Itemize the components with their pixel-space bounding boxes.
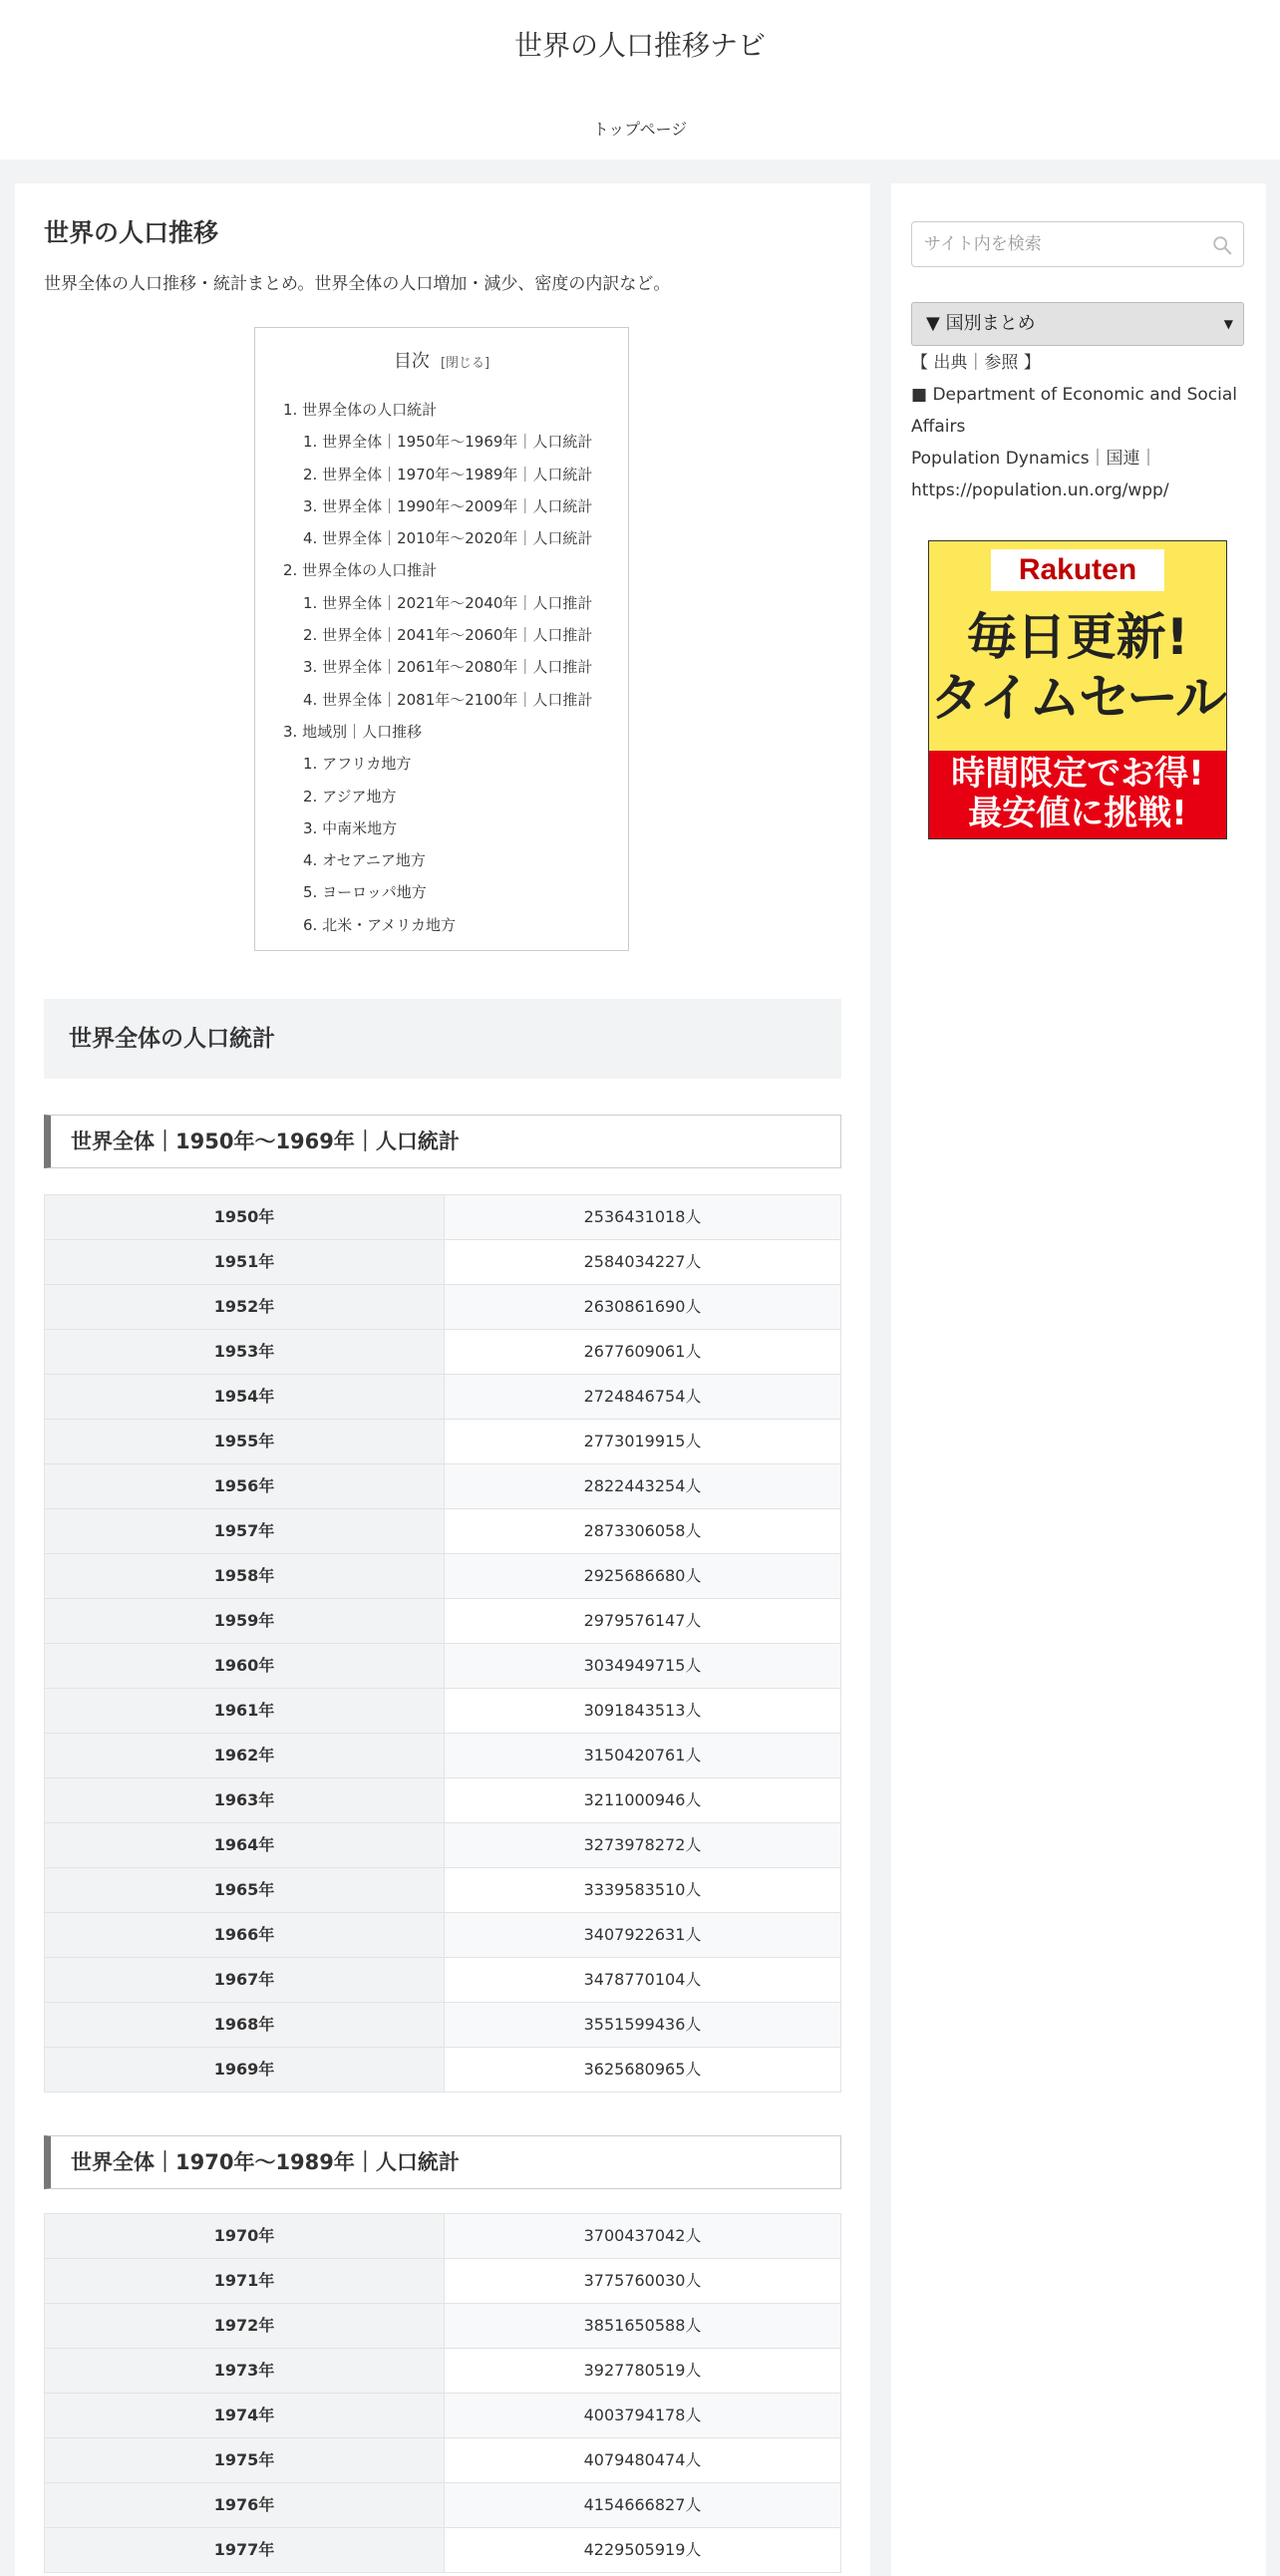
toc-item[interactable]: 1. 世界全体｜1950年～1969年｜人口統計 <box>303 433 593 452</box>
population-cell: 2677609061人 <box>445 1330 841 1375</box>
table-row <box>45 1195 841 1240</box>
year-cell: 1969年 <box>45 2048 445 2093</box>
population-cell: 4079480474人 <box>445 2438 841 2483</box>
year-cell: 1950年 <box>45 1195 445 1240</box>
table-row <box>45 1689 841 1734</box>
banner-subline-2: 最安値に挑戦! <box>968 794 1187 833</box>
table-row <box>45 2438 841 2483</box>
source-heading: 【 出典｜参照 】 <box>911 353 1041 373</box>
table-row <box>45 2003 841 2048</box>
source-info <box>911 347 1250 506</box>
toc-toggle-link[interactable]: [閉じる] <box>440 356 490 371</box>
site-header <box>0 0 1280 160</box>
table-row <box>45 1509 841 1554</box>
year-cell: 1958年 <box>45 1554 445 1599</box>
nav-item-top-page[interactable]: トップページ <box>592 120 688 139</box>
toc-item[interactable]: 4. 世界全体｜2081年～2100年｜人口推計 <box>303 690 593 709</box>
table-row <box>45 2528 841 2573</box>
page-title: 世界の人口推移 <box>44 218 219 247</box>
toc-header <box>255 350 628 376</box>
year-cell: 1955年 <box>45 1420 445 1464</box>
population-cell: 2873306058人 <box>445 1509 841 1554</box>
population-cell: 3211000946人 <box>445 1778 841 1823</box>
table-row <box>45 2214 841 2259</box>
table-row <box>45 1599 841 1644</box>
year-cell: 1971年 <box>45 2259 445 2304</box>
year-cell: 1956年 <box>45 1464 445 1509</box>
table-row <box>45 2259 841 2304</box>
toc-item[interactable]: 2. 世界全体の人口推計 <box>283 561 438 580</box>
toc-item[interactable]: 4. オセアニア地方 <box>303 851 426 870</box>
population-cell: 3091843513人 <box>445 1689 841 1734</box>
table-row <box>45 1464 841 1509</box>
table-row <box>45 2304 841 2349</box>
table-row <box>45 2349 841 2394</box>
table-row <box>45 1958 841 2003</box>
toc-item[interactable]: 1. アフリカ地方 <box>303 755 412 774</box>
year-cell: 1960年 <box>45 1644 445 1689</box>
toc-item[interactable]: 1. 世界全体｜2021年～2040年｜人口推計 <box>303 593 593 612</box>
search-input[interactable] <box>912 222 1225 266</box>
population-cell: 3700437042人 <box>445 2214 841 2259</box>
toc-item[interactable]: 2. 世界全体｜1970年～1989年｜人口統計 <box>303 465 593 483</box>
search-icon[interactable] <box>1211 234 1233 256</box>
rakuten-logo: Rakuten <box>991 549 1164 591</box>
table-row <box>45 1778 841 1823</box>
source-dept-line-cont: Affairs <box>911 417 966 437</box>
sidebar <box>891 183 1266 2576</box>
table-row <box>45 1913 841 1958</box>
year-cell: 1953年 <box>45 1330 445 1375</box>
toc-item[interactable]: 3. 世界全体｜1990年～2009年｜人口統計 <box>303 496 593 515</box>
population-cell: 3150420761人 <box>445 1734 841 1778</box>
toc-item[interactable]: 5. ヨーロッパ地方 <box>303 883 427 902</box>
population-table-1950-1969 <box>44 1194 841 2093</box>
year-cell: 1976年 <box>45 2483 445 2528</box>
year-cell: 1975年 <box>45 2438 445 2483</box>
year-cell: 1970年 <box>45 2214 445 2259</box>
source-un-line: Population Dynamics｜国連｜ <box>911 449 1157 469</box>
table-row <box>45 1285 841 1330</box>
table-row <box>45 1644 841 1689</box>
population-cell: 3407922631人 <box>445 1913 841 1958</box>
year-cell: 1952年 <box>45 1285 445 1330</box>
banner-headline-1: 毎日更新! <box>966 608 1189 666</box>
table-row <box>45 1375 841 1420</box>
table-row <box>45 1420 841 1464</box>
lead-text: 世界全体の人口推移・統計まとめ。世界全体の人口増加・減少、密度の内訳など。 <box>44 274 671 294</box>
table-heading-1970-1989: 世界全体｜1970年～1989年｜人口統計 <box>44 2135 841 2189</box>
population-cell: 2724846754人 <box>445 1375 841 1420</box>
year-cell: 1959年 <box>45 1599 445 1644</box>
year-cell: 1957年 <box>45 1509 445 1554</box>
country-select[interactable] <box>911 302 1244 346</box>
population-cell: 2773019915人 <box>445 1420 841 1464</box>
year-cell: 1963年 <box>45 1778 445 1823</box>
toc-item[interactable]: 3. 世界全体｜2061年～2080年｜人口推計 <box>303 658 593 677</box>
site-title[interactable]: 世界の人口推移ナビ <box>513 29 766 62</box>
main-content <box>15 183 870 2576</box>
toc-item[interactable]: 3. 地域別｜人口推移 <box>283 722 423 741</box>
population-cell: 4003794178人 <box>445 2394 841 2438</box>
table-row <box>45 1554 841 1599</box>
table-heading-1950-1969: 世界全体｜1950年～1969年｜人口統計 <box>44 1115 841 1168</box>
toc-item[interactable]: 6. 北米・アメリカ地方 <box>303 915 457 934</box>
year-cell: 1965年 <box>45 1868 445 1913</box>
toc-item[interactable]: 2. アジア地方 <box>303 787 397 805</box>
population-cell: 3478770104人 <box>445 1958 841 2003</box>
toc-list <box>283 394 592 941</box>
population-cell: 3339583510人 <box>445 1868 841 1913</box>
year-cell: 1962年 <box>45 1734 445 1778</box>
population-cell: 2822443254人 <box>445 1464 841 1509</box>
year-cell: 1951年 <box>45 1240 445 1285</box>
population-cell: 3625680965人 <box>445 2048 841 2093</box>
population-table-1970-1989 <box>44 2213 841 2573</box>
banner-headline-2: タイムセール <box>930 669 1225 729</box>
population-cell: 3775760030人 <box>445 2259 841 2304</box>
population-cell: 3851650588人 <box>445 2304 841 2349</box>
section-heading: 世界全体の人口統計 <box>44 999 841 1079</box>
search-box <box>911 221 1244 267</box>
population-cell: 4154666827人 <box>445 2483 841 2528</box>
table-row <box>45 1734 841 1778</box>
toc-item[interactable]: 3. 中南米地方 <box>303 818 398 837</box>
toc-title: 目次 <box>393 351 430 372</box>
toc-item[interactable]: 2. 世界全体｜2041年～2060年｜人口推計 <box>303 626 593 645</box>
year-cell: 1954年 <box>45 1375 445 1420</box>
toc-item[interactable]: 1. 世界全体の人口統計 <box>283 401 438 419</box>
table-row <box>45 2048 841 2093</box>
year-cell: 1973年 <box>45 2349 445 2394</box>
year-cell: 1972年 <box>45 2304 445 2349</box>
table-row <box>45 1240 841 1285</box>
table-row <box>45 1868 841 1913</box>
year-cell: 1967年 <box>45 1958 445 2003</box>
table-row <box>45 2483 841 2528</box>
population-cell: 4229505919人 <box>445 2528 841 2573</box>
table-row <box>45 1330 841 1375</box>
population-cell: 2979576147人 <box>445 1599 841 1644</box>
population-cell: 3551599436人 <box>445 2003 841 2048</box>
population-cell: 2584034227人 <box>445 1240 841 1285</box>
table-row <box>45 2394 841 2438</box>
year-cell: 1961年 <box>45 1689 445 1734</box>
toc-item[interactable]: 4. 世界全体｜2010年～2020年｜人口統計 <box>303 529 593 548</box>
year-cell: 1964年 <box>45 1823 445 1868</box>
population-cell: 3273978272人 <box>445 1823 841 1868</box>
population-cell: 3034949715人 <box>445 1644 841 1689</box>
population-cell: 2925686680人 <box>445 1554 841 1599</box>
rakuten-ad-banner[interactable] <box>928 540 1227 839</box>
table-of-contents <box>254 327 629 951</box>
year-cell: 1968年 <box>45 2003 445 2048</box>
year-cell: 1977年 <box>45 2528 445 2573</box>
country-select-value: ▼ 国別まとめ <box>926 313 1036 334</box>
year-cell: 1974年 <box>45 2394 445 2438</box>
year-cell: 1966年 <box>45 1913 445 1958</box>
population-cell: 2630861690人 <box>445 1285 841 1330</box>
banner-subline-1: 時間限定でお得! <box>951 754 1204 794</box>
source-url-link[interactable]: https://population.un.org/wpp/ <box>911 481 1169 500</box>
table-row <box>45 1823 841 1868</box>
population-cell: 2536431018人 <box>445 1195 841 1240</box>
chevron-down-icon: ▼ <box>1223 317 1233 331</box>
source-dept-line: ■ Department of Economic and Social <box>911 385 1238 405</box>
global-nav <box>0 118 1280 142</box>
population-cell: 3927780519人 <box>445 2349 841 2394</box>
